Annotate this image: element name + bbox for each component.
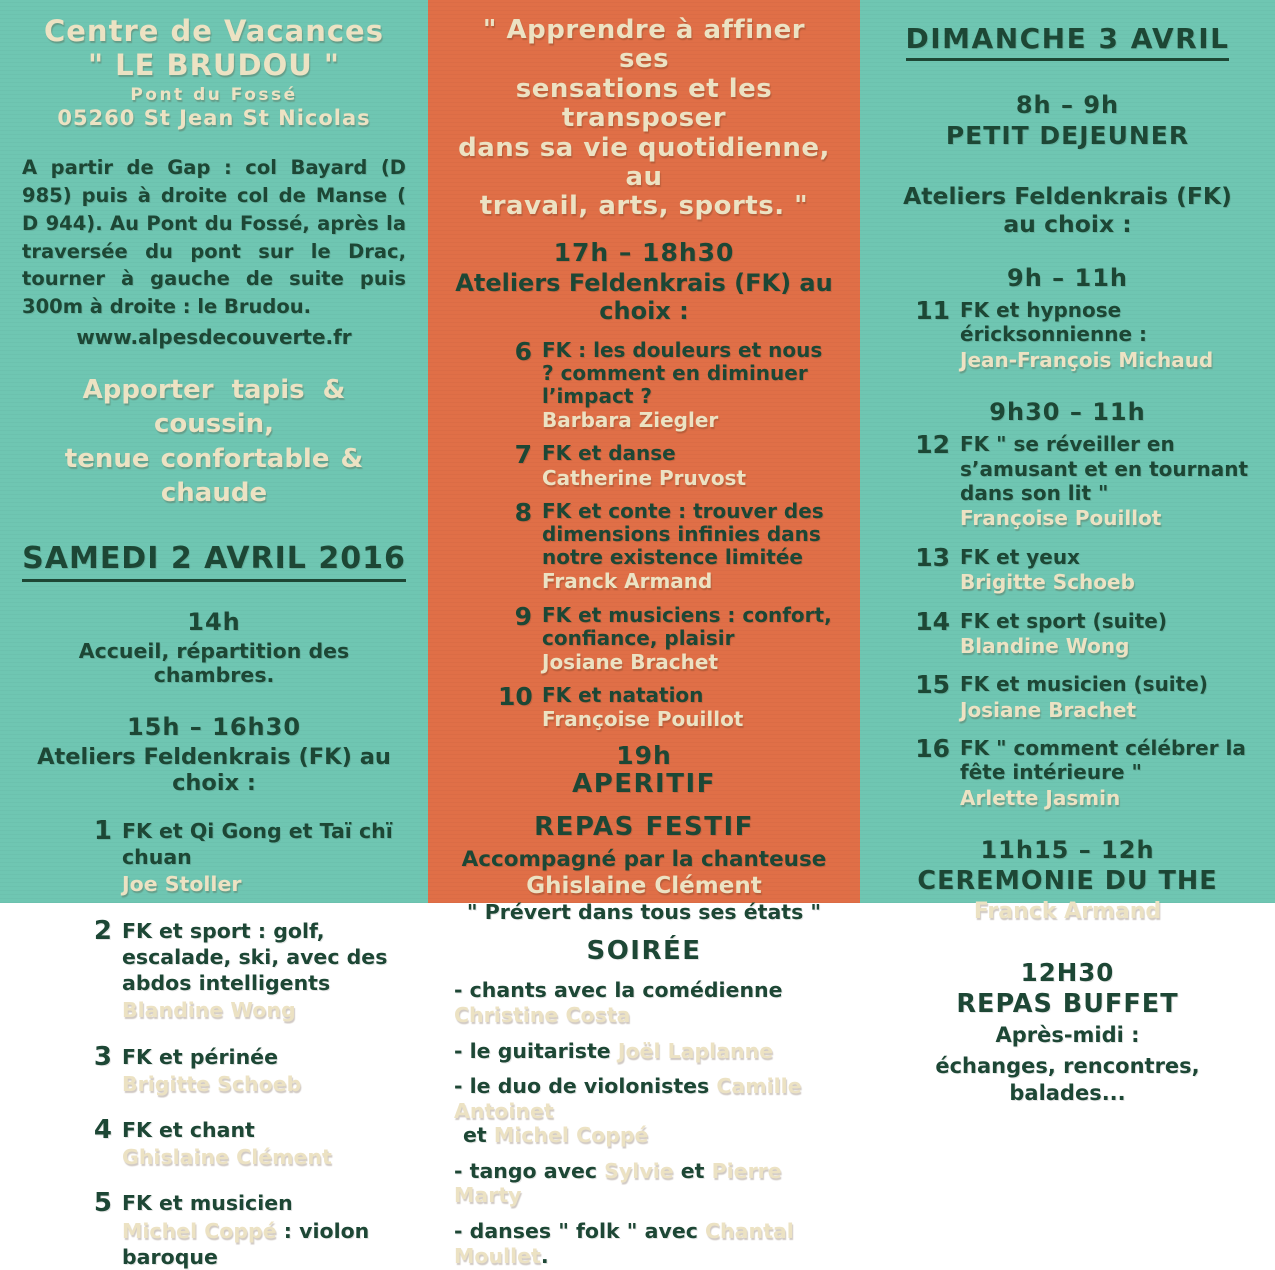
dinner-subtitle: Accompagné par la chanteuse [461,847,827,873]
workshop-title: FK et natation [542,683,704,708]
website-url: www.alpesdecouverte.fr [76,324,352,349]
workshop-number: 1 [93,815,112,846]
workshop-details [122,1044,301,1097]
sunday-workshop-list-1 [884,298,1251,372]
leader-name: Ghislaine Clément [122,1145,332,1170]
performer-name: Joël Laplanne [617,1038,774,1063]
breakfast-label: PETIT DEJEUNER [945,121,1190,150]
workshop-item-2 [20,915,408,1024]
workshop-details [960,672,1208,722]
act-conjunction: et [463,1123,494,1148]
workshop-item-8 [454,497,834,594]
afternoon-line2: échanges, rencontres, balades... [935,1053,1200,1105]
workshop-details [122,818,408,898]
workshop-details [542,684,743,731]
act-conjunction: et [673,1158,712,1183]
sunday-heading: DIMANCHE 3 AVRIL [906,22,1230,61]
workshop-details [960,736,1251,810]
performer-name-2: Michel Coppé [493,1123,649,1148]
workshop-number: 12 [915,430,950,460]
leader-name: Michel Coppé [122,1218,277,1243]
performer-name: Chantal Moullet [454,1219,794,1268]
evening-choice-label: Ateliers Feldenkrais (FK) au choix : [455,268,833,325]
panel-sunday [860,0,1275,1105]
workshop-number: 11 [915,296,950,325]
sunday-heading-wrap [884,16,1251,61]
workshop-title: FK et conte : trouver des dimensions infinies dans notre existence limitée [542,498,824,570]
evening-workshop-list [454,336,834,732]
workshop-number: 3 [93,1041,112,1072]
workshop-title: FK et sport (suite) [960,608,1167,633]
workshop-leader [542,409,834,432]
evening-act-4 [454,1159,834,1208]
workshop-title: FK et musiciens : confort, confiance, plaisir [542,602,832,650]
workshop-details [542,500,834,594]
bring-note-line1: Apporter tapis & coussin, [82,374,346,440]
leader-name: Arlette Jasmin [960,785,1121,810]
singer-name: Ghislaine Clément [526,873,762,900]
time-9h-11h: 9h – 11h [1007,264,1128,292]
workshop-details [960,432,1251,531]
quote-line1: " Apprendre à affiner ses [482,15,806,75]
workshop-item-10 [454,684,834,731]
leader-note: : violon baroque [122,1218,370,1269]
act-description: - danses " folk " avec [454,1219,706,1244]
workshop-item-5 [20,1190,408,1270]
workshop-item-12 [884,432,1251,531]
workshop-number: 2 [93,915,112,946]
act-description: - chants avec la comédienne [454,978,783,1003]
time-9h30-11h: 9h30 – 11h [989,398,1146,427]
quote-line2: sensations et les transposer [515,73,773,134]
venue-name-line2: " LE BRUDOU " [87,48,341,83]
tea-ceremony-leader: Franck Armand [973,899,1162,925]
act-end: . [540,1243,549,1268]
quote-line3: dans sa vie quotidienne, au [458,132,830,192]
workshop-details [542,442,746,489]
workshop-number: 5 [93,1188,112,1219]
workshop-number: 13 [915,542,950,572]
workshop-number: 7 [514,440,532,470]
venue-header [20,14,408,130]
workshop-leader [960,634,1167,658]
saturday-workshop-list [20,815,408,1270]
workshop-title: FK et Qi Gong et Taï chï chuan [122,818,393,870]
time-14h: 14h [187,607,241,636]
workshop-item-6 [454,336,834,433]
workshop-leader [542,570,834,593]
buffet-block [884,958,1251,1107]
workshop-item-3 [20,1041,408,1097]
workshop-number: 9 [514,601,532,631]
workshop-number: 8 [514,497,532,527]
leader-name: Catherine Pruvost [542,465,747,490]
time-11h15: 11h15 – 12h [980,836,1155,865]
workshop-leader [542,708,743,731]
directions-text: A partir de Gap : col Bayard (D 985) puis à droite col de Manse ( D 944). Au Pont du Fossé, après la traversée du pont sur le Drac, tourner à gauche de suite puis 300m à droite : le Brudou. [22,156,406,318]
workshop-leader [960,348,1251,372]
workshop-title: FK et yeux [960,544,1080,569]
workshop-title: FK et musicien [122,1191,293,1216]
workshop-leader [960,570,1135,594]
workshop-leader [122,871,408,897]
workshop-title: FK " comment célébrer la fête intérieure " [960,736,1246,785]
workshop-leader [960,506,1251,530]
workshop-item-4 [20,1114,408,1170]
workshop-leader [122,1144,332,1170]
leader-name: Blandine Wong [960,633,1130,658]
workshop-leader [960,698,1208,722]
workshop-details [122,1117,332,1170]
workshop-title: FK " se réveiller en s’amusant et en tournant dans son lit " [960,432,1249,505]
workshop-title: FK et hypnose éricksonnienne : [960,298,1147,347]
workshop-item-1 [20,815,408,898]
workshop-details [122,1190,408,1270]
panel-evening [428,0,860,1268]
evening-act-5 [454,1219,834,1268]
act-description: - le duo de violonistes [454,1074,717,1099]
workshop-item-14 [884,606,1251,659]
workshop-leader [542,651,834,674]
evening-act-2 [454,1039,834,1064]
workshop-item-13 [884,542,1251,595]
leader-name: Josiane Brachet [542,649,719,674]
leader-name: Brigitte Schoeb [122,1071,302,1096]
saturday-heading: SAMEDI 2 AVRIL 2016 [22,541,406,582]
workshop-title: FK et chant [122,1117,255,1142]
leader-name: Josiane Brachet [960,697,1137,722]
workshop-item-11 [884,298,1251,372]
leader-name: Françoise Pouillot [542,707,744,732]
afternoon-line1: Après-midi : [995,1023,1140,1048]
quote-line4: travail, arts, sports. " [479,191,809,222]
workshop-item-9 [454,601,834,675]
workshop-title: FK et musicien (suite) [960,672,1208,697]
evening-act-3 [454,1074,834,1148]
performer-name: Sylvie [604,1158,674,1183]
leader-name: Joe Stoller [122,872,242,897]
workshop-number: 10 [498,682,533,712]
aperitif-label: APERITIF [572,769,716,800]
time-17h: 17h – 18h30 [553,237,735,267]
workshop-title: FK et périnée [122,1044,278,1069]
evening-acts-list [454,978,834,1268]
venue-address-line1: Pont du Fossé [130,85,298,106]
workshop-item-15 [884,672,1251,722]
bring-note-line2: tenue confortable & chaude [64,443,364,509]
leader-name: Blandine Wong [122,998,296,1023]
time-19h: 19h [616,741,672,771]
bring-note [20,373,408,511]
workshop-number: 15 [915,670,950,700]
time-15h: 15h – 16h30 [126,712,302,741]
workshop-details [960,298,1251,372]
leader-name: Jean-François Michaud [960,347,1214,372]
leader-name: Barbara Ziegler [542,408,719,433]
leader-name: Franck Armand [542,569,713,594]
workshop-number: 14 [915,606,950,636]
evening-party-label: SOIRÉE [586,936,702,967]
time-12h30: 12H30 [1020,958,1115,988]
tea-ceremony-block [884,836,1251,924]
workshop-title: FK et danse [542,441,676,466]
tea-ceremony-label: CEREMONIE DU THE [917,866,1218,897]
act-description: - tango avec [454,1158,605,1183]
sunday-choice-label: Ateliers Feldenkrais (FK) au choix : [903,182,1232,238]
workshop-leader [960,786,1251,810]
workshop-item-16 [884,736,1251,810]
workshop-number: 4 [93,1114,112,1145]
workshop-details [122,918,408,1024]
sunday-workshop-list-2 [884,432,1251,810]
venue-address-line2: 05260 St Jean St Nicolas [57,106,371,131]
workshop-leader [122,1218,408,1270]
evening-act-1 [454,978,834,1027]
act-description: - le guitariste [454,1038,618,1063]
performer-name: Camille Antoinet [454,1074,802,1123]
leader-name: Brigitte Schoeb [960,570,1135,595]
festive-dinner-label: REPAS FESTIF [534,812,754,843]
saturday-heading-wrap [20,511,408,582]
workshop-title: FK et sport : golf, escalade, ski, avec des abdos intelligents [122,918,388,996]
workshop-title: FK : les douleurs et nous ? comment en diminuer l’impact ? [542,337,823,408]
workshop-number: 16 [915,734,950,764]
quote-text [454,16,834,222]
performer-name-2: Pierre Marty [454,1158,782,1208]
workshop-details [960,609,1167,659]
venue-name-line1: Centre de Vacances [43,14,384,48]
workshop-leader [542,467,746,490]
leader-name: Françoise Pouillot [960,506,1162,531]
buffet-label: REPAS BUFFET [956,989,1179,1020]
show-title: " Prévert dans tous ses états " [466,900,822,925]
performer-name: Christine Costa [454,1002,631,1027]
workshop-details [960,545,1135,595]
panel-saturday [0,0,428,1269]
workshop-item-7 [454,442,834,489]
time-14h-desc: Accueil, répartition des chambres. [78,638,350,687]
time-8h: 8h – 9h [1015,91,1120,119]
workshop-leader [122,997,408,1023]
workshop-leader [122,1071,301,1097]
workshop-number: 6 [514,336,532,366]
workshop-details [542,604,834,675]
saturday-choice-label: Ateliers Feldenkrais (FK) au choix : [37,743,391,796]
workshop-details [542,339,834,433]
